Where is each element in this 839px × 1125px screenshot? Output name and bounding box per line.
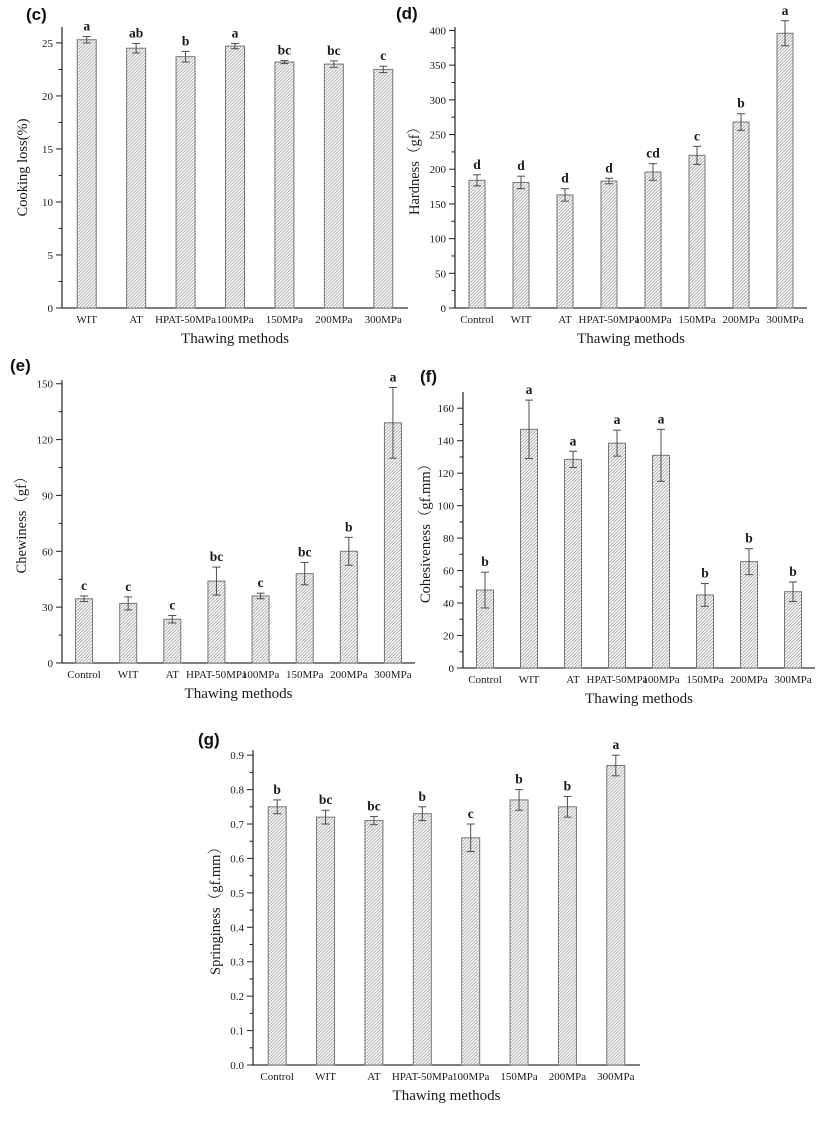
x-tick-label: 200MPa xyxy=(330,669,368,681)
sig-letter: bc xyxy=(318,792,333,808)
x-tick-label: 100MPa xyxy=(452,1071,490,1083)
bar xyxy=(607,765,625,1065)
sig-letter: bc xyxy=(297,544,312,560)
y-axis-title: Hardness（gf） xyxy=(407,119,423,216)
bar xyxy=(513,182,529,308)
y-tick-label: 0 xyxy=(440,303,446,315)
sig-letter: cd xyxy=(646,145,660,161)
y-axis-ticks xyxy=(438,403,464,675)
y-tick-label: 0.3 xyxy=(230,956,244,969)
bar xyxy=(365,821,383,1065)
y-axis-title: Chewiness（gf） xyxy=(14,469,30,574)
bar-chart-hardness xyxy=(407,0,839,356)
y-tick-label: 100 xyxy=(429,233,446,246)
bar-chart-springiness xyxy=(170,715,675,1125)
sig-letter: a xyxy=(612,737,620,753)
x-tick-label: WIT xyxy=(518,674,540,686)
y-axis-ticks xyxy=(42,38,62,315)
x-tick-label: 150MPa xyxy=(678,314,716,326)
y-axis-title: Springiness（gf.mm） xyxy=(208,840,224,975)
x-tick-label: 150MPa xyxy=(265,314,304,326)
y-tick-label: 20 xyxy=(42,90,53,103)
x-tick-label: 300MPa xyxy=(774,674,812,686)
panel-label-d: (d) xyxy=(396,4,418,23)
bar xyxy=(565,459,582,668)
x-tick-label: AT xyxy=(566,674,580,686)
x-tick-label: HPAT-50MPa xyxy=(578,314,640,326)
sig-letter: d xyxy=(517,158,525,174)
y-axis-ticks xyxy=(37,379,63,670)
y-tick-label: 60 xyxy=(443,565,454,578)
y-tick-label: 0.5 xyxy=(230,887,244,900)
bar-chart-cooking-loss xyxy=(0,0,420,356)
bar xyxy=(384,423,401,663)
y-tick-label: 0.4 xyxy=(230,922,244,935)
bar xyxy=(317,817,335,1065)
x-tick-label: Control xyxy=(260,1071,294,1083)
x-tick-label: AT xyxy=(165,669,180,681)
x-tick-label: 100MPa xyxy=(634,314,672,326)
bar xyxy=(120,603,137,663)
x-axis-title: Thawing methods xyxy=(181,331,289,347)
sig-letter: c xyxy=(169,597,176,613)
y-tick-label: 10 xyxy=(42,196,53,209)
sig-letter: b xyxy=(737,95,745,111)
bars xyxy=(77,40,393,308)
y-tick-label: 200 xyxy=(429,164,446,177)
bar xyxy=(268,807,286,1065)
y-tick-label: 350 xyxy=(429,60,446,73)
y-tick-label: 400 xyxy=(429,25,446,38)
sig-letter: a xyxy=(613,412,621,428)
bar xyxy=(733,122,749,308)
bar xyxy=(601,181,617,308)
bar xyxy=(462,838,480,1065)
bar xyxy=(76,599,93,663)
y-tick-label: 0.7 xyxy=(230,819,244,832)
x-tick-label: 100MPa xyxy=(216,314,254,326)
y-tick-label: 80 xyxy=(443,533,454,546)
bar xyxy=(785,592,802,668)
bar xyxy=(340,551,357,663)
y-tick-label: 0.0 xyxy=(230,1060,244,1072)
axes xyxy=(463,392,815,668)
y-tick-label: 0.9 xyxy=(230,750,244,763)
sig-letter: d xyxy=(561,170,569,186)
bar xyxy=(557,195,573,308)
sig-letter: b xyxy=(745,530,753,546)
x-tick-label: AT xyxy=(558,314,572,326)
sig-letter: a xyxy=(569,433,577,449)
sig-letter: bc xyxy=(327,42,341,58)
y-tick-label: 0.2 xyxy=(230,991,244,1004)
sig-letter: c xyxy=(694,128,700,144)
sig-letter: b xyxy=(563,778,572,794)
sig-letter: c xyxy=(125,578,132,594)
bar xyxy=(510,800,528,1065)
x-tick-label: 300MPa xyxy=(364,314,402,326)
axes xyxy=(455,27,807,308)
y-tick-label: 0.8 xyxy=(230,784,244,797)
panel-label-e: (e) xyxy=(10,356,31,375)
x-tick-label: 150MPa xyxy=(286,669,324,681)
y-tick-label: 30 xyxy=(42,602,53,615)
y-tick-label: 250 xyxy=(429,129,446,142)
y-axis-title: Cohesiveness（gf.mm） xyxy=(418,456,434,604)
x-tick-label: WIT xyxy=(76,314,98,326)
x-tick-label: AT xyxy=(129,314,143,326)
bar xyxy=(324,64,343,308)
bar xyxy=(521,429,538,668)
x-tick-label: WIT xyxy=(315,1071,336,1083)
panel-label-g: (g) xyxy=(198,730,220,749)
x-category-labels xyxy=(67,669,411,681)
sig-letter: ab xyxy=(129,25,144,41)
x-tick-label: WIT xyxy=(510,314,532,326)
bar xyxy=(469,180,485,308)
bar xyxy=(609,443,626,668)
sig-letter: b xyxy=(345,519,353,535)
bar xyxy=(77,40,96,308)
x-tick-label: HPAT-50MPa xyxy=(185,669,247,681)
y-tick-label: 5 xyxy=(47,249,53,262)
x-tick-label: AT xyxy=(367,1071,381,1083)
x-tick-label: 300MPa xyxy=(374,669,412,681)
y-tick-label: 15 xyxy=(42,143,53,156)
y-tick-label: 100 xyxy=(437,500,454,513)
sig-letter: b xyxy=(701,565,709,581)
y-tick-label: 150 xyxy=(429,198,446,211)
x-tick-label: 300MPa xyxy=(597,1071,635,1083)
axes xyxy=(62,380,415,663)
sig-letter: b xyxy=(273,781,281,797)
sig-letter: b xyxy=(789,563,797,579)
sig-letter: a xyxy=(83,18,91,34)
bar-chart-cohesiveness xyxy=(420,358,839,715)
sig-letter: c xyxy=(467,806,474,822)
x-axis-title: Thawing methods xyxy=(585,691,693,707)
sig-letter: b xyxy=(481,554,489,570)
y-tick-label: 90 xyxy=(42,490,53,503)
bar xyxy=(296,574,313,663)
y-tick-label: 0 xyxy=(47,658,53,670)
sig-letter: b xyxy=(515,771,523,787)
sig-letter: a xyxy=(389,369,397,385)
x-tick-label: Control xyxy=(67,669,101,681)
sig-letter: b xyxy=(418,788,427,804)
bar xyxy=(127,48,146,308)
y-axis-title: Cooking loss(%) xyxy=(15,118,31,217)
x-category-labels xyxy=(260,1071,634,1083)
bar xyxy=(226,46,245,308)
bar xyxy=(689,155,705,308)
y-tick-label: 120 xyxy=(36,434,53,447)
sig-letter: d xyxy=(473,156,481,172)
sig-letter: c xyxy=(257,575,264,591)
bar xyxy=(275,62,294,308)
y-axis-ticks xyxy=(230,750,253,1072)
y-tick-label: 0.1 xyxy=(230,1025,244,1038)
y-axis-ticks xyxy=(430,25,456,315)
y-tick-label: 140 xyxy=(437,435,454,448)
sig-letter: a xyxy=(231,25,239,41)
sig-letter: b xyxy=(181,33,190,49)
bar xyxy=(777,33,793,308)
x-tick-label: 200MPa xyxy=(548,1071,587,1083)
x-tick-label: Control xyxy=(468,674,502,686)
x-tick-label: HPAT-50MPa xyxy=(586,674,648,686)
sig-letter: bc xyxy=(367,798,381,814)
x-tick-label: 100MPa xyxy=(241,669,280,681)
x-category-labels xyxy=(76,314,402,326)
x-tick-label: 200MPa xyxy=(315,314,353,326)
y-tick-label: 20 xyxy=(443,630,454,643)
panel-label-c: (c) xyxy=(26,5,47,24)
x-axis-title: Thawing methods xyxy=(184,686,293,702)
y-tick-label: 0.6 xyxy=(230,853,244,866)
sig-letter: c xyxy=(81,577,88,593)
x-tick-label: 150MPa xyxy=(500,1071,538,1083)
bar xyxy=(176,57,195,308)
y-tick-label: 25 xyxy=(42,37,53,50)
x-tick-label: HPAT-50MPa xyxy=(391,1071,453,1083)
x-tick-label: Control xyxy=(460,314,494,326)
bars xyxy=(76,423,402,663)
y-tick-label: 150 xyxy=(36,378,53,391)
y-tick-label: 0 xyxy=(47,303,53,315)
y-tick-label: 40 xyxy=(443,598,454,611)
x-tick-label: 100MPa xyxy=(642,674,680,686)
sig-letter: a xyxy=(525,382,533,398)
sig-letter: d xyxy=(605,160,613,176)
bar-chart-chewiness xyxy=(0,358,420,715)
x-category-labels xyxy=(468,674,812,686)
x-tick-label: 300MPa xyxy=(766,314,804,326)
sig-letter: c xyxy=(380,48,387,64)
x-tick-label: HPAT-50MPa xyxy=(155,314,217,326)
y-tick-label: 60 xyxy=(42,546,53,559)
y-tick-label: 120 xyxy=(437,468,454,481)
bar xyxy=(558,807,576,1065)
sig-letter: bc xyxy=(277,42,292,58)
y-tick-label: 50 xyxy=(435,268,446,281)
y-tick-label: 160 xyxy=(437,403,454,416)
sig-letter: bc xyxy=(209,549,224,565)
bar xyxy=(164,619,181,663)
y-tick-label: 300 xyxy=(429,94,446,107)
x-tick-label: 200MPa xyxy=(730,674,768,686)
sig-letter: a xyxy=(781,2,789,18)
x-axis-title: Thawing methods xyxy=(577,331,685,347)
bar xyxy=(413,814,431,1065)
bar xyxy=(374,69,393,308)
bar xyxy=(653,455,670,668)
x-tick-label: WIT xyxy=(117,669,139,681)
panel-label-f: (f) xyxy=(420,367,437,386)
x-tick-label: 200MPa xyxy=(722,314,760,326)
bar xyxy=(645,172,661,308)
sig-letter: a xyxy=(657,411,665,427)
bar xyxy=(741,562,758,668)
axes xyxy=(253,750,640,1065)
y-tick-label: 0 xyxy=(448,663,454,675)
x-tick-label: 150MPa xyxy=(686,674,724,686)
x-axis-title: Thawing methods xyxy=(392,1088,501,1104)
x-category-labels xyxy=(460,314,804,326)
bar xyxy=(252,596,269,663)
